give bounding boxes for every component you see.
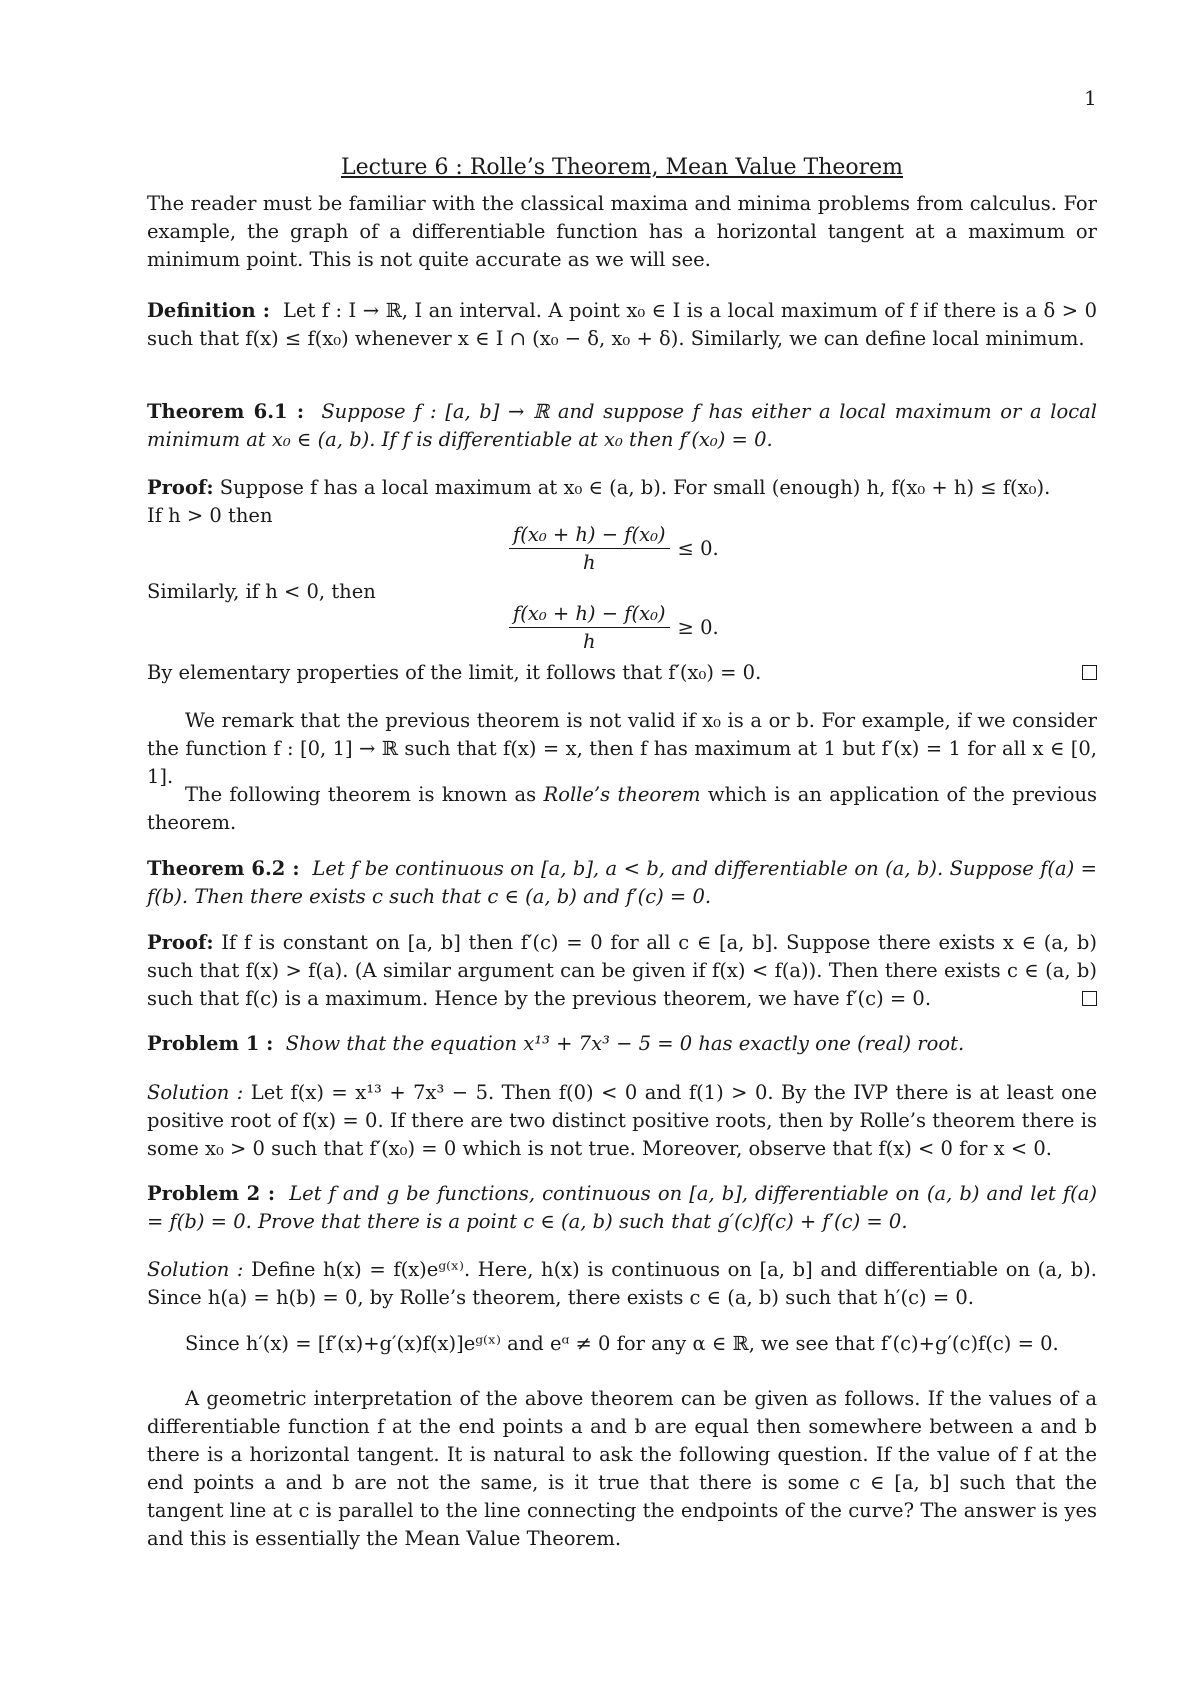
fraction-1-numerator: f(x₀ + h) − f(x₀) [509, 523, 670, 549]
qed-square-icon [1082, 665, 1097, 680]
qed-square-icon-2 [1082, 991, 1097, 1006]
remark-1-paragraph [147, 707, 1097, 791]
proof-1-line3: Similarly, if h < 0, then [147, 580, 376, 603]
closing-text: A geometric interpretation of the above theorem can be given as follows. If the values of a differentiable function f at the end points a and b are equal then somewhere between a and b there is a horizontal tangent. It is natural to ask the following question. If the value of f at the end points a and b are not the same, is it true that there is some c ∈ [a, b] such that the tangent line at c is parallel to the line connecting the endpoints of the curve? The answer is yes and this is essentially the Mean Value Theorem. [147, 1387, 1097, 1550]
definition-label: Definition : [147, 299, 270, 322]
proof-2-label: Proof: [147, 931, 214, 954]
fraction-2-denominator: h [582, 630, 596, 653]
remark-2-pre: The following theorem is known as [185, 783, 537, 806]
proof-6-1-conclusion [147, 659, 1097, 687]
theorem-6-2-text: Let f be continuous on [a, b], a < b, and differentiable on (a, b). Suppose f(a) = f(b). Then there exists c such that c ∈ (a, b) and f′(c) = 0. [147, 857, 1097, 908]
fraction-1-denominator: h [582, 551, 596, 574]
proof-2-text: If f is constant on [a, b] then f′(c) = 0 for all c ∈ [a, b]. Suppose there exists x ∈ (a, b) such that f(x) > f(a). (A similar argument can be given if f(x) < f(a)). Then there exists c ∈ (a, b) such that f(c) is a maximum. Hence by the previous theorem, we have f′(c) = 0. [147, 931, 1097, 1010]
theorem-6-2-label: Theorem 6.2 : [147, 857, 300, 880]
solution-2-continued [147, 1330, 1097, 1358]
theorem-6-1-label: Theorem 6.1 : [147, 400, 305, 423]
page-number: 1 [1084, 86, 1097, 110]
fraction-2-numerator: f(x₀ + h) − f(x₀) [509, 602, 670, 628]
proof-1-label: Proof: [147, 476, 214, 499]
theorem-6-1-text: Suppose f : [a, b] → ℝ and suppose f has either a local maximum or a local minimum at x₀ ∈ (a, b). If f is differentiable at x₀ then f′(x₀) = 0. [147, 400, 1097, 451]
problem-2-block [147, 1180, 1097, 1236]
remark-2-paragraph [147, 781, 1097, 837]
solution-1-text: Let f(x) = x¹³ + 7x³ − 5. Then f(0) < 0 and f(1) > 0. By the IVP there is at least one positive root of f(x) = 0. If there are two distinct positive roots, then by Rolle’s theorem there is some x₀ > 0 such that f′(x₀) = 0 which is not true. Moreover, observe that f(x) < 0 for x < 0. [147, 1081, 1097, 1160]
solution-2-text: Define h(x) = f(x)eᵍ⁽ˣ⁾. Here, h(x) is continuous on [a, b] and differentiable on (a, b). Since h(a) = h(b) = 0, by Rolle’s theorem, there exists c ∈ (a, b) such that h′(c) = 0. [147, 1258, 1097, 1309]
problem-1-label: Problem 1 : [147, 1032, 274, 1055]
closing-paragraph [147, 1385, 1097, 1553]
theorem-6-2-block [147, 855, 1097, 911]
theorem-6-1-block [147, 398, 1097, 454]
problem-1-text: Show that the equation x¹³ + 7x³ − 5 = 0 has exactly one (real) root. [285, 1032, 965, 1055]
solution-2-label: Solution : [147, 1258, 244, 1281]
remark-2-post: which is an application of the previous theorem. [147, 783, 1098, 834]
intro-paragraph [147, 190, 1097, 274]
page-title [147, 155, 1097, 180]
solution-2-text2: Since h′(x) = [f′(x)+g′(x)f(x)]eᵍ⁽ˣ⁾ and eᵅ ≠ 0 for any α ∈ ℝ, we see that f′(c)+g′(c)f(c) = 0. [185, 1332, 1059, 1355]
page-title-text: Lecture 6 : Rolle’s Theorem, Mean Value Theorem [340, 155, 904, 180]
problem-1-block [147, 1030, 1097, 1058]
remark-1-text: We remark that the previous theorem is not valid if x₀ is a or b. For example, if we consider the function f : [0, 1] → ℝ such that f(x) = x, then f has maximum at 1 but f′(x) = 1 for all x ∈ [0, 1]. [147, 709, 1097, 788]
definition-text: Let f : I → ℝ, I an interval. A point x₀ ∈ I is a local maximum of f if there is a δ > 0 such that f(x) ≤ f(x₀) whenever x ∈ I ∩ (x₀ − δ, x₀ + δ). Similarly, we can define local minimum. [147, 299, 1097, 350]
remark-2-emphasis: Rolle’s theorem [543, 783, 701, 806]
proof-1-line4: By elementary properties of the limit, it follows that f′(x₀) = 0. [147, 661, 762, 684]
problem-2-text: Let f and g be functions, continuous on [a, b], differentiable on (a, b) and let f(a) = f(b) = 0. Prove that there is a point c ∈ (a, b) such that g′(c)f(c) + f′(c) = 0. [147, 1182, 1098, 1233]
fraction-geq [509, 602, 719, 653]
fraction-1-relation: ≤ 0. [677, 537, 719, 560]
proof-1-line1: Suppose f has a local maximum at x₀ ∈ (a, b). For small (enough) h, f(x₀ + h) ≤ f(x₀). [219, 476, 1051, 499]
definition-block [147, 297, 1097, 353]
proof-6-2-block [147, 929, 1097, 1013]
solution-1-block [147, 1079, 1097, 1163]
solution-1-label: Solution : [147, 1081, 244, 1104]
proof-6-1-block [147, 474, 1097, 530]
intro-text: The reader must be familiar with the classical maxima and minima problems from calculus. For example, the graph of a differentiable function has a horizontal tangent at a maximum or minimum point. This is not quite accurate as we will see. [147, 192, 1097, 271]
solution-2-block [147, 1256, 1097, 1312]
fraction-2-relation: ≥ 0. [677, 616, 719, 639]
problem-2-label: Problem 2 : [147, 1182, 276, 1205]
fraction-leq [509, 523, 719, 574]
proof-1-line2: If h > 0 then [147, 504, 273, 527]
